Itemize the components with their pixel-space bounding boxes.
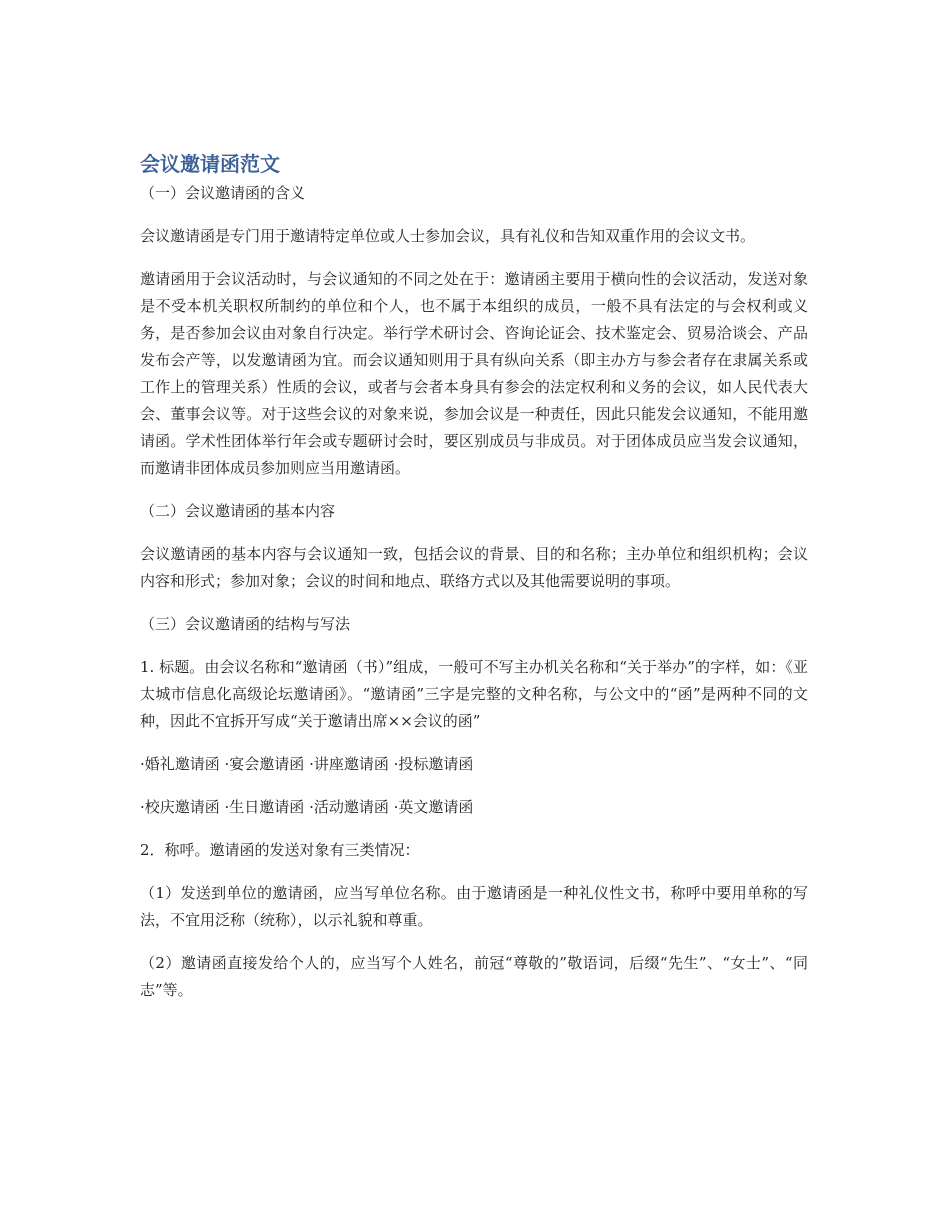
section-heading-2: （二）会议邀请函的基本内容: [140, 502, 336, 520]
paragraph-definition: 会议邀请函是专门用于邀请特定单位或人士参加会议，具有礼仪和告知双重作用的会议文书。: [140, 227, 756, 245]
paragraph-salutation-unit: （1）发送到单位的邀请函，应当写单位名称。由于邀请函是一种礼仪性文书，称呼中要用单称的写法，不宜用泛称（统称），以示礼貌和尊重。: [140, 884, 808, 929]
document-page: [140, 148, 808, 1004]
section-heading-3: （三）会议邀请函的结构与写法: [140, 615, 351, 633]
document-title: 会议邀请函范文: [140, 152, 280, 176]
related-links-row-1: ·婚礼邀请函 ·宴会邀请函 ·讲座邀请函 ·投标邀请函: [140, 755, 474, 773]
paragraph-difference: 邀请函用于会议活动时，与会议通知的不同之处在于：邀请函主要用于横向性的会议活动，发送对象是不受本机关职权所制约的单位和个人，也不属于本组织的成员，一般不具有法定的与会权利或义务，是否参加会议由对象自行决定。举行学术研讨会、咨询论证会、技术鉴定会、贸易洽谈会、产品发布会产等，以发邀请函为宜。而会议通知则用于具有纵向关系（即主办方与参会者存在隶属关系或工作上的管理关系）性质的会议，或者与会者本身具有参会的法定权利和义务的会议，如人民代表大会、董事会议等。对于这些会议的对象来说，参加会议是一种责任，因此只能发会议通知，不能用邀请函。学术性团体举行年会或专题研讨会时，要区别成员与非成员。对于团体成员应当发会议通知，而邀请非团体成员参加则应当用邀请函。: [140, 270, 808, 477]
section-heading-1: （一）会议邀请函的含义: [140, 184, 306, 202]
paragraph-title-rule: 1. 标题。由会议名称和“邀请函（书）”组成，一般可不写主办机关名称和“关于举办”的字样，如：《亚太城市信息化高级论坛邀请函》。“邀请函”三字是完整的文种名称，与公文中的“函”是两种不同的文种，因此不宜拆开写成“关于邀请出席××会议的函”: [140, 658, 808, 730]
paragraph-basic-content: 会议邀请函的基本内容与会议通知一致，包括会议的背景、目的和名称；主办单位和组织机构；会议内容和形式；参加对象；会议的时间和地点、联络方式以及其他需要说明的事项。: [140, 545, 808, 590]
paragraph-salutation: 2．称呼。邀请函的发送对象有三类情况：: [140, 841, 420, 859]
paragraph-salutation-person: （2）邀请函直接发给个人的，应当写个人姓名，前冠“尊敬的”敬语词，后缀“先生”、“女士”、“同志”等。: [140, 954, 808, 999]
related-links-row-2: ·校庆邀请函 ·生日邀请函 ·活动邀请函 ·英文邀请函: [140, 798, 474, 816]
